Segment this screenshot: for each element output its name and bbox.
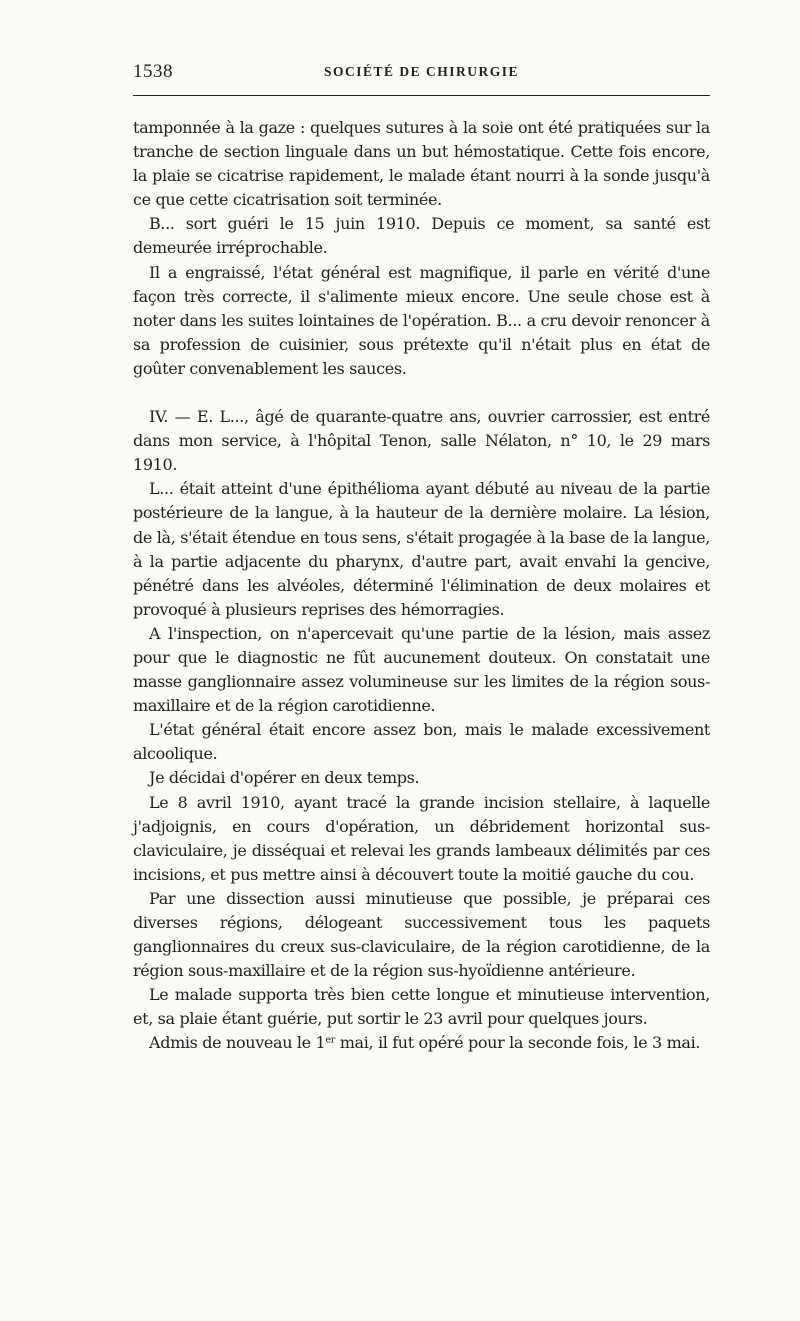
paragraph-case-iv: IV. — E. L..., âgé de quarante-quatre ans, ouvrier carrossier, est entré dans mon service, à l'hôpital Tenon, salle Nélaton, n° 10, le 29 mars 1910.	[133, 407, 710, 475]
page-number: 1538	[133, 61, 173, 82]
paragraph-5: L... était atteint d'une épithélioma ayant débuté au niveau de la partie postérieure de la langue, à la hauteur de la dernière molaire. La lésion, de là, s'était étendue en tous sens, s'était progagée à la base de la langue, à la partie adjacente du pharynx, d'autre part, avait envahi la gencive, pénétré dans les alvéoles, déterminé l'élimination de deux molaires et provoqué à plusieurs reprises des hémorragies.	[133, 479, 710, 619]
paragraph-2: B... sort guéri le 15 juin 1910. Depuis ce moment, sa santé est demeurée irréprochable.	[133, 214, 710, 258]
paragraph-10: Par une dissection aussi minutieuse que possible, je préparai ces diverses régions, délogeant successivement tous les paquets ganglionnaires du creux sus-claviculaire, de la région carotidienne, de la région sous-maxillaire et de la région sus-hyoïdienne antérieure.	[133, 888, 710, 981]
paragraph-7: L'état général était encore assez bon, mais le malade excessivement alcoolique.	[133, 720, 710, 764]
paragraph-11: Le malade supporta très bien cette longue et minutieuse intervention, et, sa plaie étant guérie, put sortir le 23 avril pour quelques jours.	[133, 985, 710, 1029]
paragraph-12	[133, 1031, 710, 1055]
body-text	[133, 116, 710, 1056]
paragraph-8: Je décidai d'opérer en deux temps.	[149, 768, 420, 788]
running-title: SOCIÉTÉ DE CHIRURGIE	[323, 64, 520, 79]
paragraph-3: Il a engraissé, l'état général est magnifique, il parle en vérité d'une façon très correcte, il s'alimente mieux encore. Une seule chose est à noter dans les suites lointaines de l'opération. B... a cru devoir renoncer à sa profession de cuisinier, sous prétexte qu'il n'était plus en état de goûter convenablement les sauces.	[133, 262, 710, 378]
section-gap	[133, 381, 710, 405]
page-header	[133, 58, 710, 86]
paragraph-12-text-before: Admis de nouveau le 1	[149, 1033, 326, 1053]
header-rule	[133, 95, 710, 96]
paragraph-1: tamponnée à la gaze : quelques sutures à la soie ont été pratiquées sur la tranche de section linguale dans un but hémostatique. Cette fois encore, la plaie se cicatrise rapidement, le malade étant nourri à la sonde jusqu'à ce que cette cicatrisation soit terminée.	[133, 118, 710, 210]
paragraph-12-text-after: mai, il fut opéré pour la seconde fois, le 3 mai.	[334, 1033, 701, 1053]
paragraph-9: Le 8 avril 1910, ayant tracé la grande incision stellaire, à laquelle j'adjoignis, en cours d'opération, un débridement horizontal sus-claviculaire, je disséquai et relevai les grands lambeaux délimités par ces incisions, et pus mettre ainsi à découvert toute la moitié gauche du cou.	[133, 792, 710, 884]
ordinal-superscript: er	[325, 1035, 335, 1047]
paragraph-6: A l'inspection, on n'apercevait qu'une partie de la lésion, mais assez pour que le diagnostic ne fût aucunement douteux. On constatait une masse ganglionnaire assez volumineuse sur les limites de la région sous-maxillaire et de la région carotidienne.	[133, 623, 710, 716]
